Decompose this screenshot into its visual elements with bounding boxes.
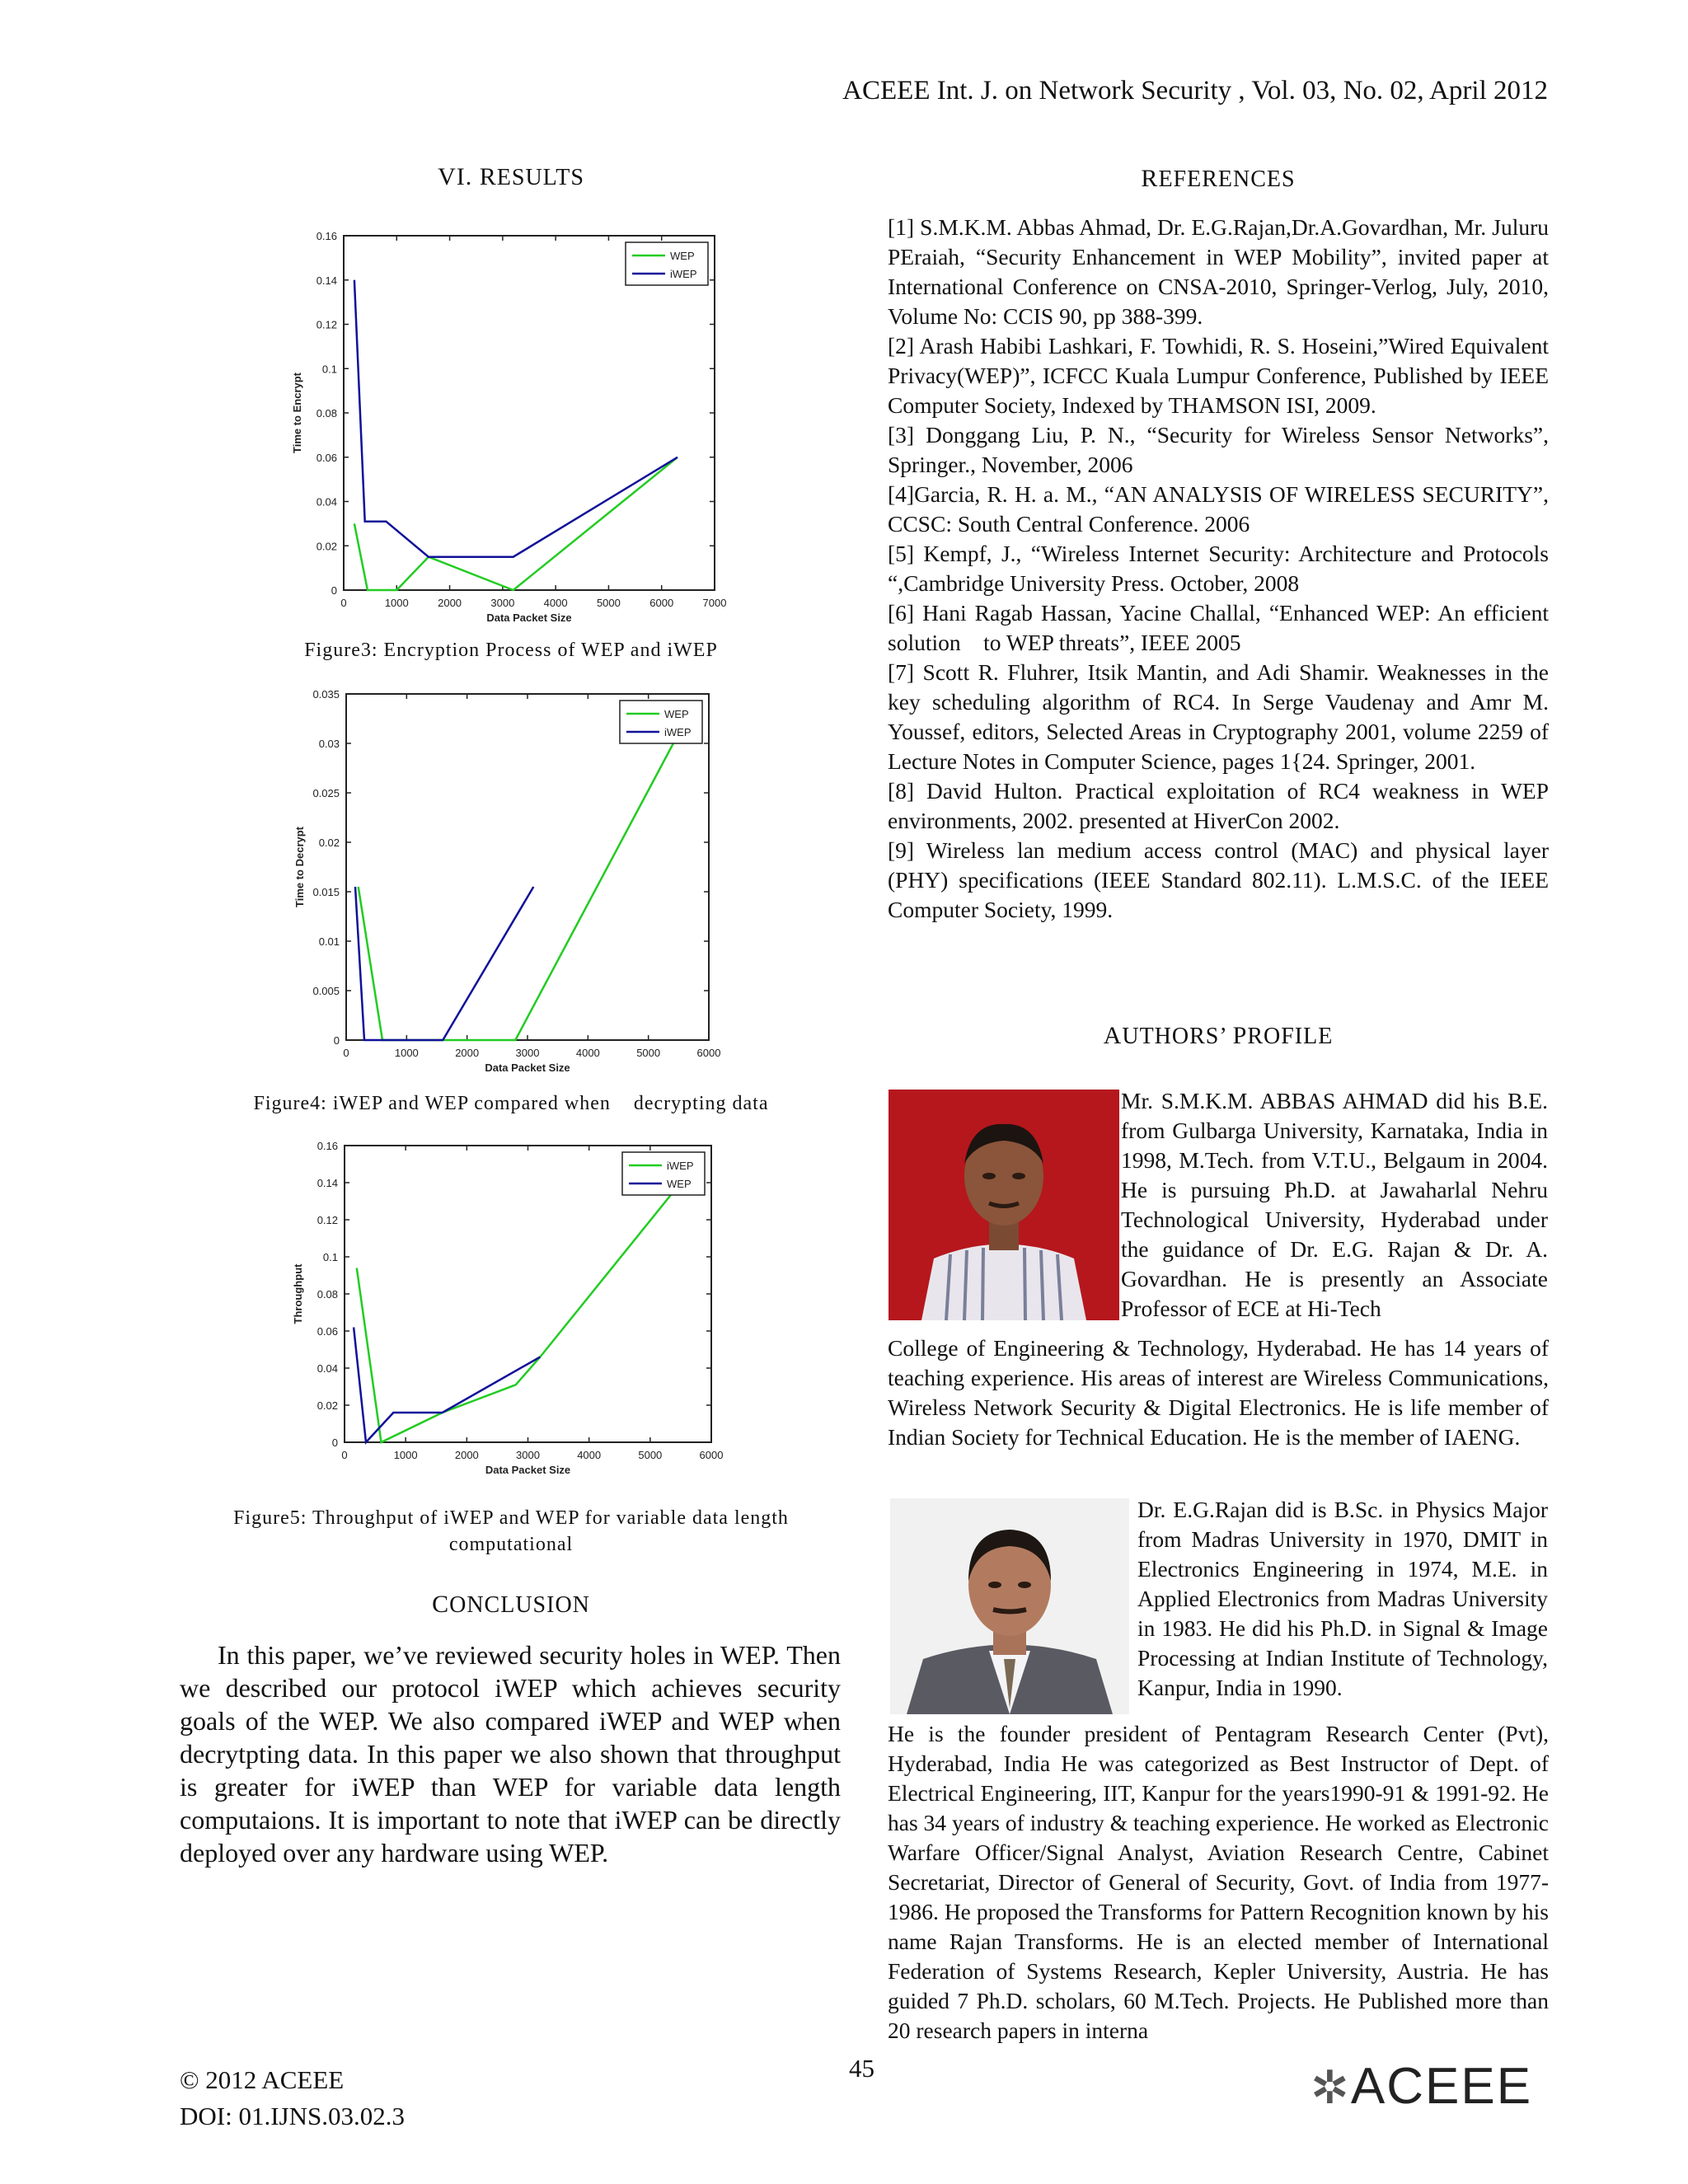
x-tick-label: 3000 [490,597,515,609]
legend-label: iWEP [667,1160,694,1172]
journal-header: ACEEE Int. J. on Network Security , Vol. 03, No. 02, April 2012 [842,76,1548,105]
y-tick-label: 0.06 [316,1325,338,1338]
conclusion-title: CONCLUSION [432,1591,590,1618]
y-tick-label: 0.12 [316,318,337,331]
x-axis-label: Data Packet Size [485,1464,571,1476]
reference-9: [9] Wireless lan medium access control (MAC) and physical layer (PHY) specifications (IEEE Standard 802.11). L.M.S.C. of the IEEE Computer Society, 1999. [888,837,1549,922]
figure-3 [293,221,738,629]
reference-1: [1] S.M.K.M. Abbas Ahmad, Dr. E.G.Rajan,Dr.A.Govardhan, Mr. Juluru PEraiah, “Security Enhancement in WEP Mobility”, invited paper at International Conference on CNSA-2010, Springer-Verlog, July, 2010, Volume No: CCIS 90, pp 388-399. [888,214,1549,329]
reference-5: [5] Kempf, J., “Wireless Internet Security: Architecture and Protocols “,Cambridge University Press. October, 2008 [888,541,1549,596]
x-tick-label: 4000 [543,597,568,609]
author-1-bio-continued: College of Engineering & Technology, Hyderabad. He has 14 years of teaching experience. His areas of interest are Wireless Communications, Wireless Network Security & Digital Electronics. He is life member of Indian Society for Technical Education. He is the member of IAENG. [888,1335,1549,1450]
y-tick-label: 0.06 [316,451,337,464]
x-tick-label: 4000 [575,1047,600,1059]
x-tick-label: 5000 [596,597,621,609]
x-tick-label: 7000 [702,597,727,609]
y-axis-label: Time to Encrypt [291,372,303,454]
x-axis-label: Data Packet Size [485,1062,570,1074]
figure-5 [272,1137,734,1496]
x-axis-label: Data Packet Size [486,612,572,624]
figure-4-caption: Figure4: iWEP and WEP compared when decrypting data [253,1093,769,1114]
y-tick-label: 0.1 [322,1251,338,1263]
doi: DOI: 01.IJNS.03.02.3 [180,2102,405,2130]
reference-3: [3] Donggang Liu, P. N., “Security for Wireless Sensor Networks”, Springer., November, 2006 [888,422,1549,477]
y-tick-label: 0.03 [318,738,340,750]
x-tick-label: 3000 [516,1449,540,1461]
y-tick-label: 0.02 [318,837,340,849]
x-tick-label: 2000 [455,1047,480,1059]
y-tick-label: 0.005 [312,985,340,997]
reference-7: [7] Scott R. Fluhrer, Itsik Mantin, and Adi Shamir. Weaknesses in the key scheduling algorithm of RC4. In Serge Vaudenay and Amr M. Youssef, editors, Selected Areas in Cryptography 2001, volume 2259 of Lecture Notes in Computer Science, pages 1{24. Springer, 2001. [888,659,1549,774]
y-tick-label: 0 [331,584,337,597]
x-tick-label: 3000 [515,1047,540,1059]
y-tick-label: 0.1 [321,363,337,376]
x-tick-label: 0 [340,597,347,609]
author-1-photo [889,1090,1119,1320]
y-axis-label: Time to Decrypt [293,826,306,908]
legend-label: WEP [664,708,689,720]
reference-list [888,213,1554,925]
y-axis-label: Throughput [292,1263,304,1324]
x-tick-label: 2000 [454,1449,479,1461]
author-2-photo [890,1498,1129,1714]
reference-8: [8] David Hulton. Practical exploitation of RC4 weakness in WEP environments, 2002. presented at HiverCon 2002. [888,778,1549,833]
x-tick-label: 1000 [393,1449,418,1461]
y-tick-label: 0.02 [316,1399,338,1412]
x-tick-label: 1000 [394,1047,419,1059]
y-tick-label: 0.035 [312,688,340,701]
plot-area [346,694,709,1040]
y-tick-label: 0.08 [316,407,337,419]
x-tick-label: 0 [343,1047,349,1059]
plot-area [344,236,715,590]
page-number: 45 [849,2054,874,2083]
author-2-bio-continued: He is the founder president of Pentagram Research Center (Pvt), Hyderabad, India He was categorized as Best Instructor of Dept. of Electrical Engineering, IIT, Kanpur for the years1990-91 & 1991-92. He has 34 years of industry & teaching experience. He worked as Electronic Warfare Officer/Signal Analyst, Aviation Research Centre, Cabinet Secretariat, Director of General of Security, Govt. of India from 1977-1986. He proposed the Transforms for Pattern Recognition known by his name Rajan Transforms. He is an elected member of International Federation of Systems Research, Kepler University, Austria. He has guided 7 Ph.D. scholars, 60 M.Tech. Projects. He Published more than 20 research papers in interna [888,1721,1549,2043]
reference-4: [4]Garcia, R. H. a. M., “AN ANALYSIS OF WIRELESS SECURITY”, CCSC: South Central Conference. 2006 [888,481,1549,537]
conclusion-text: In this paper, we’ve reviewed security holes in WEP. Then we described our protocol iWEP which achieves security goals of the WEP. We also compared iWEP and WEP when decrytpting data. In this paper we also shown that throughput is greater for iWEP than WEP for variable data length computaions. It is important to note that iWEP can be directly deployed over any hardware using WEP. [180,1640,841,1868]
authors-profile-title: AUTHORS’ PROFILE [1103,1022,1334,1049]
x-tick-label: 5000 [638,1449,663,1461]
star-icon: ✲ [1311,2061,1351,2113]
y-tick-label: 0.08 [316,1288,338,1301]
figure-4-chart [260,684,746,1084]
author-2-bio: Dr. E.G.Rajan did is B.Sc. in Physics Major from Madras University in 1970, DMIT in Electronics Engineering in 1974, M.E. in Applied Electronics from Madras University in 1983. He did his Ph.D. in Signal & Image Processing at Indian Institute of Technology, Kanpur, India in 1990. [1137,1497,1548,1700]
figure-5-chart [272,1137,734,1492]
copyright: © 2012 ACEEE [180,2065,345,2094]
figure-3-caption: Figure3: Encryption Process of WEP and iWEP [304,640,718,661]
x-tick-label: 5000 [636,1047,661,1059]
y-tick-label: 0.16 [316,1140,338,1152]
legend-label: iWEP [670,268,697,280]
y-tick-label: 0.14 [316,1177,338,1189]
x-tick-label: 1000 [384,597,409,609]
y-tick-label: 0 [333,1034,340,1047]
figure-4 [260,684,746,1088]
legend [622,1152,705,1195]
y-tick-label: 0.12 [316,1214,338,1226]
y-tick-label: 0.04 [316,1362,338,1375]
reference-2: [2] Arash Habibi Lashkari, F. Towhidi, R. S. Hoseini,”Wired Equivalent Privacy(WEP)”, ICFCC Kuala Lumpur Conference, Published by IEEE Computer Society, Indexed by THAMSON ISI, 2009. [888,333,1549,418]
y-tick-label: 0.02 [316,540,337,553]
legend-label: WEP [670,250,695,262]
y-tick-label: 0.01 [318,935,340,948]
y-tick-label: 0.14 [316,274,337,287]
references-title: REFERENCES [1141,165,1296,192]
y-tick-label: 0.04 [316,495,337,509]
x-tick-label: 0 [341,1449,348,1461]
y-tick-label: 0.025 [312,787,340,799]
legend-label: WEP [667,1178,692,1190]
results-title: VI. RESULTS [438,163,584,190]
x-tick-label: 6000 [699,1449,724,1461]
y-tick-label: 0 [331,1436,338,1449]
x-tick-label: 2000 [438,597,462,609]
y-tick-label: 0.16 [316,230,337,242]
x-tick-label: 6000 [649,597,674,609]
author-1-bio: Mr. S.M.K.M. ABBAS AHMAD did his B.E. from Gulbarga University, Karnataka, India in 1998, M.Tech. from V.T.U., Belgaum in 2004. He is pursuing Ph.D. at Jawaharlal Nehru Technological University, Hyderabad under the guidance of Dr. E.G. Rajan & Dr. A. Govardhan. He is presently an Associate Professor of ECE at Hi-Tech [1121,1088,1548,1321]
y-tick-label: 0.015 [312,886,340,898]
x-tick-label: 6000 [696,1047,721,1059]
figure-3-chart [293,221,738,625]
x-tick-label: 4000 [577,1449,602,1461]
aceee-logo: ✲ACEEE [1311,2058,1533,2115]
reference-6: [6] Hani Ragab Hassan, Yacine Challal, “Enhanced WEP: An efficient solution to WEP threats”, IEEE 2005 [888,600,1554,655]
figure-5-caption: Figure5: Throughput of iWEP and WEP for variable data length computational [233,1507,789,1555]
legend-label: iWEP [664,726,692,738]
